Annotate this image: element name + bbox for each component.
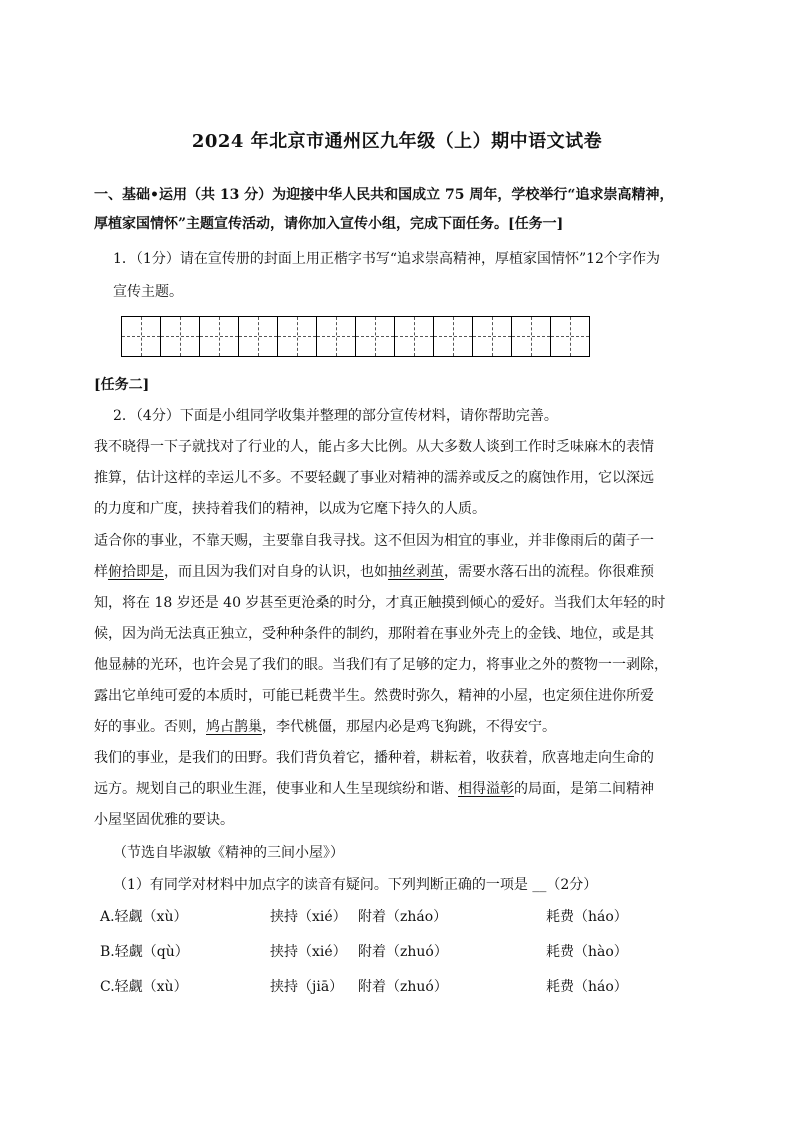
writing-grid [121,316,590,357]
passage-p1-line-2: 推算，估计这样的幸运儿不多。不要轻觑了事业对精神的濡养或反之的腐蚀作用，它以深远 [94,470,654,486]
passage-p2-line-6: 露出它单纯可爱的本质时，可能已耗费半生。然费时弥久，精神的小屋，也定须住进你所爱 [94,688,654,704]
option-c-item-4: 耗费（háo） [546,979,628,995]
passage-p2-line-4: 候，因为尚无法真正独立，受种种条件的制约，那附着在事业外壳上的金钱、地位，或是其 [94,626,654,642]
question-1-line-1: 1．（1分）请在宣传册的封面上用正楷字书写“追求崇高精神，厚植家国情怀”12个字作为 [113,251,660,267]
grid-cell[interactable] [161,317,200,356]
grid-cell[interactable] [473,317,512,356]
grid-cell[interactable] [395,317,434,356]
grid-cell[interactable] [200,317,239,356]
passage-p3-line-3: 小屋坚固优雅的要诀。 [94,812,234,828]
passage-p2-line-7: 好的事业。否则，鸠占鹊巢，李代桃僵，那屋内必是鸡飞狗跳，不得安宁。 [94,719,556,735]
passage-p2-line-2: 样俯拾即是，而且因为我们对自身的认识，也如抽丝剥茧，需要水落石出的流程。你很难预 [94,564,654,580]
option-b-item-2: 挟持（xié） [270,944,347,960]
section-heading-line-2: 厚植家国情怀”主题宣传活动，请你加入宣传小组，完成下面任务。[任务一] [94,216,564,232]
underlined-word: 相得溢彰 [458,781,514,797]
passage-p1-line-3: 的力度和广度，挟持着我们的精神，以成为它麾下持久的人质。 [94,501,486,517]
task-2-heading: [任务二] [94,377,150,393]
passage-p2-line-1: 适合你的事业，不靠天赐，主要靠自我寻找。这不但因为相宜的事业，并非像雨后的菌子一 [94,533,654,549]
passage-p2-line-3: 知，将在 18 岁还是 40 岁甚至更沧桑的时分，才真正触摸到倾心的爱好。当我们太年轻的时 [94,595,666,611]
option-b-item-3: 附着（zhuó） [358,944,448,960]
grid-cell[interactable] [434,317,473,356]
option-a-item-1[interactable]: A.轻觑（xù） [100,909,188,925]
passage-p1-line-1: 我不晓得一下子就找对了行业的人，能占多大比例。从大多数人谈到工作时乏味麻木的表情 [94,439,654,455]
section-heading-line-1: 一、基础•运用（共 13 分）为迎接中华人民共和国成立 75 周年，学校举行“追求崇高精神， [94,187,674,203]
grid-cell[interactable] [317,317,356,356]
option-a-item-4: 耗费（háo） [546,909,628,925]
grid-cell[interactable] [239,317,278,356]
underlined-word: 抽丝剥茧 [388,564,444,580]
grid-cell[interactable] [512,317,551,356]
option-c-item-3: 附着（zhuó） [358,979,448,995]
passage-source: （节选自毕淑敏《精神的三间小屋》） [113,845,344,861]
passage-p2-line-5: 他显赫的光环，也许会晃了我们的眼。当我们有了足够的定力，将事业之外的赘物一一剥除， [94,657,668,673]
grid-cell[interactable] [122,317,161,356]
question-2-line-1: 2．（4分）下面是小组同学收集并整理的部分宣传材料，请你帮助完善。 [113,408,558,424]
grid-cell[interactable] [551,317,590,356]
option-b-item-1[interactable]: B.轻觑（qù） [100,944,189,960]
passage-p3-line-2: 远方。规划自己的职业生涯，使事业和人生呈现缤纷和谐、相得溢彰的局面，是第二间精神 [94,781,654,797]
option-c-item-1[interactable]: C.轻觑（xù） [100,979,188,995]
question-1-line-2: 宣传主题。 [113,284,183,300]
page-title: 2024 年北京市通州区九年级（上）期中语文试卷 [191,131,603,152]
sub-question-1: （1）有同学对材料中加点字的读音有疑问。下列判断正确的一项是 __（2分） [113,877,598,893]
grid-cell[interactable] [278,317,317,356]
option-c-item-2: 挟持（jiā） [270,979,344,995]
grid-cell[interactable] [356,317,395,356]
option-a-item-2: 挟持（xié） [270,909,347,925]
passage-p3-line-1: 我们的事业，是我们的田野。我们背负着它，播种着，耕耘着，收获着，欣喜地走向生命的 [94,750,654,766]
option-b-item-4: 耗费（hào） [546,944,628,960]
underlined-word: 俯拾即是 [108,564,164,580]
underlined-word: 鸠占鹊巢 [206,719,262,735]
option-a-item-3: 附着（zháo） [358,909,448,925]
